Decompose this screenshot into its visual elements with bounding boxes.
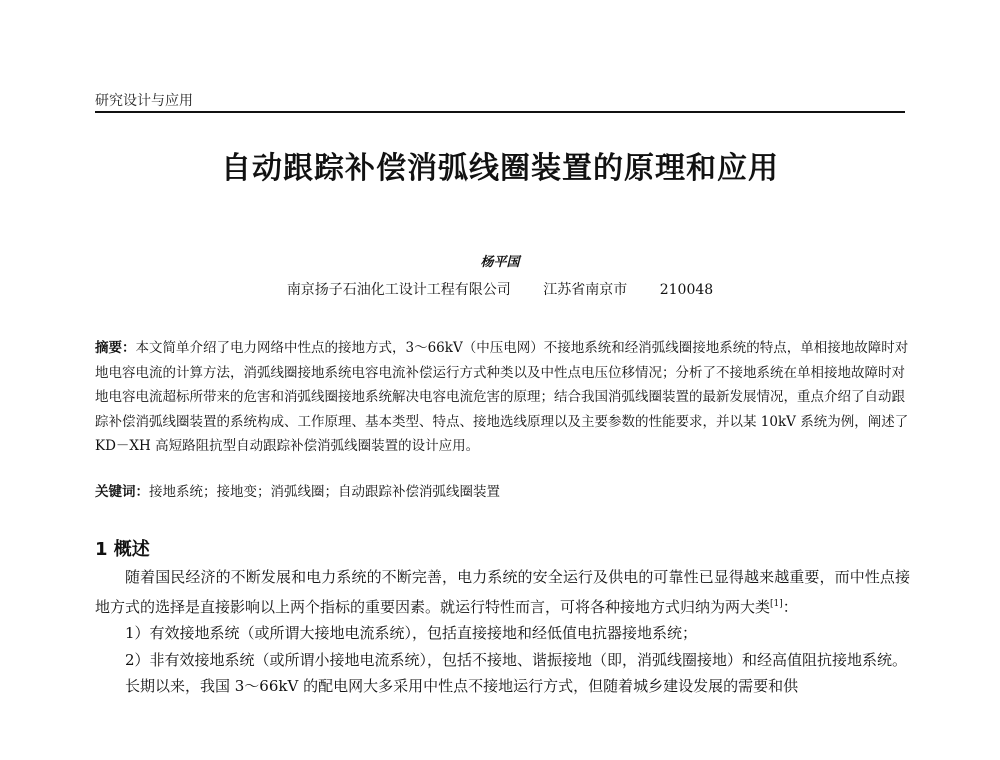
affiliation [0,279,1000,299]
paragraph: 长期以来，我国 3～66kV 的配电网大多采用中性点不接地运行方式，但随着城乡建设发展的需要和供 [125,677,799,695]
keywords-label: 关键词： [95,484,149,500]
citation: [1] [770,598,783,609]
abstract-label: 摘要： [95,340,136,356]
author: 杨平国 [480,255,520,270]
paragraph [95,564,910,620]
affiliation-postcode: 210048 [659,282,714,298]
keywords [95,480,910,500]
list-item: 2）非有效接地系统（或所谓小接地电流系统），包括不接地、谐振接地（即，消弧线圈接地）和经高值阻抗接地系统。 [125,650,908,669]
list-item: 1）有效接地系统（或所谓大接地电流系统），包括直接接地和经低值电抗器接地系统； [125,624,698,642]
affiliation-org: 南京扬子石油化工设计工程有限公司 [286,282,511,298]
abstract-text: 本文简单介绍了电力网络中性点的接地方式，3～66kV（中压电网）不接地系统和经消弧线圈接地系统的特点，单相接地故障时对地电容电流的计算方法，消弧线圈接地系统电容电流补偿运行方式种类以及中性点电压位移情况；分析了不接地系统在单相接地故障时对地电容电流超标所带来的危害和消弧线圈接地系统解决电容电流危害的原理；结合我国消弧线圈装置的最新发展情况，重点介绍了自动跟踪补偿消弧线圈装置的系统构成、工作原理、基本类型、特点、接地选线原理以及主要参数的性能要求，并以某 10kV 系统为例，阐述了 KD－XH 高短路阻抗型自动跟踪补偿消弧线圈装置的设计应用。 [95,340,909,454]
keywords-text: 接地系统；接地变；消弧线圈；自动跟踪补偿消弧线圈装置 [149,484,500,500]
abstract [95,336,910,459]
affiliation-location: 江苏省南京市 [543,282,628,298]
section-body [95,564,910,700]
header-rule [95,111,905,113]
paragraph-text: ： [782,597,798,616]
journal-section-label: 研究设计与应用 [95,93,193,109]
section-heading: 1 概述 [95,539,150,560]
paper-title: 自动跟踪补偿消弧线圈装置的原理和应用 [221,151,779,186]
paragraph-text: 随着国民经济的不断发展和电力系统的不断完善，电力系统的安全运行及供电的可靠性已显得越来越重要，而中性点接地方式的选择是直接影响以上两个指标的重要因素。就运行特性而言，可将各种接地方式归纳为两大类 [95,568,910,616]
